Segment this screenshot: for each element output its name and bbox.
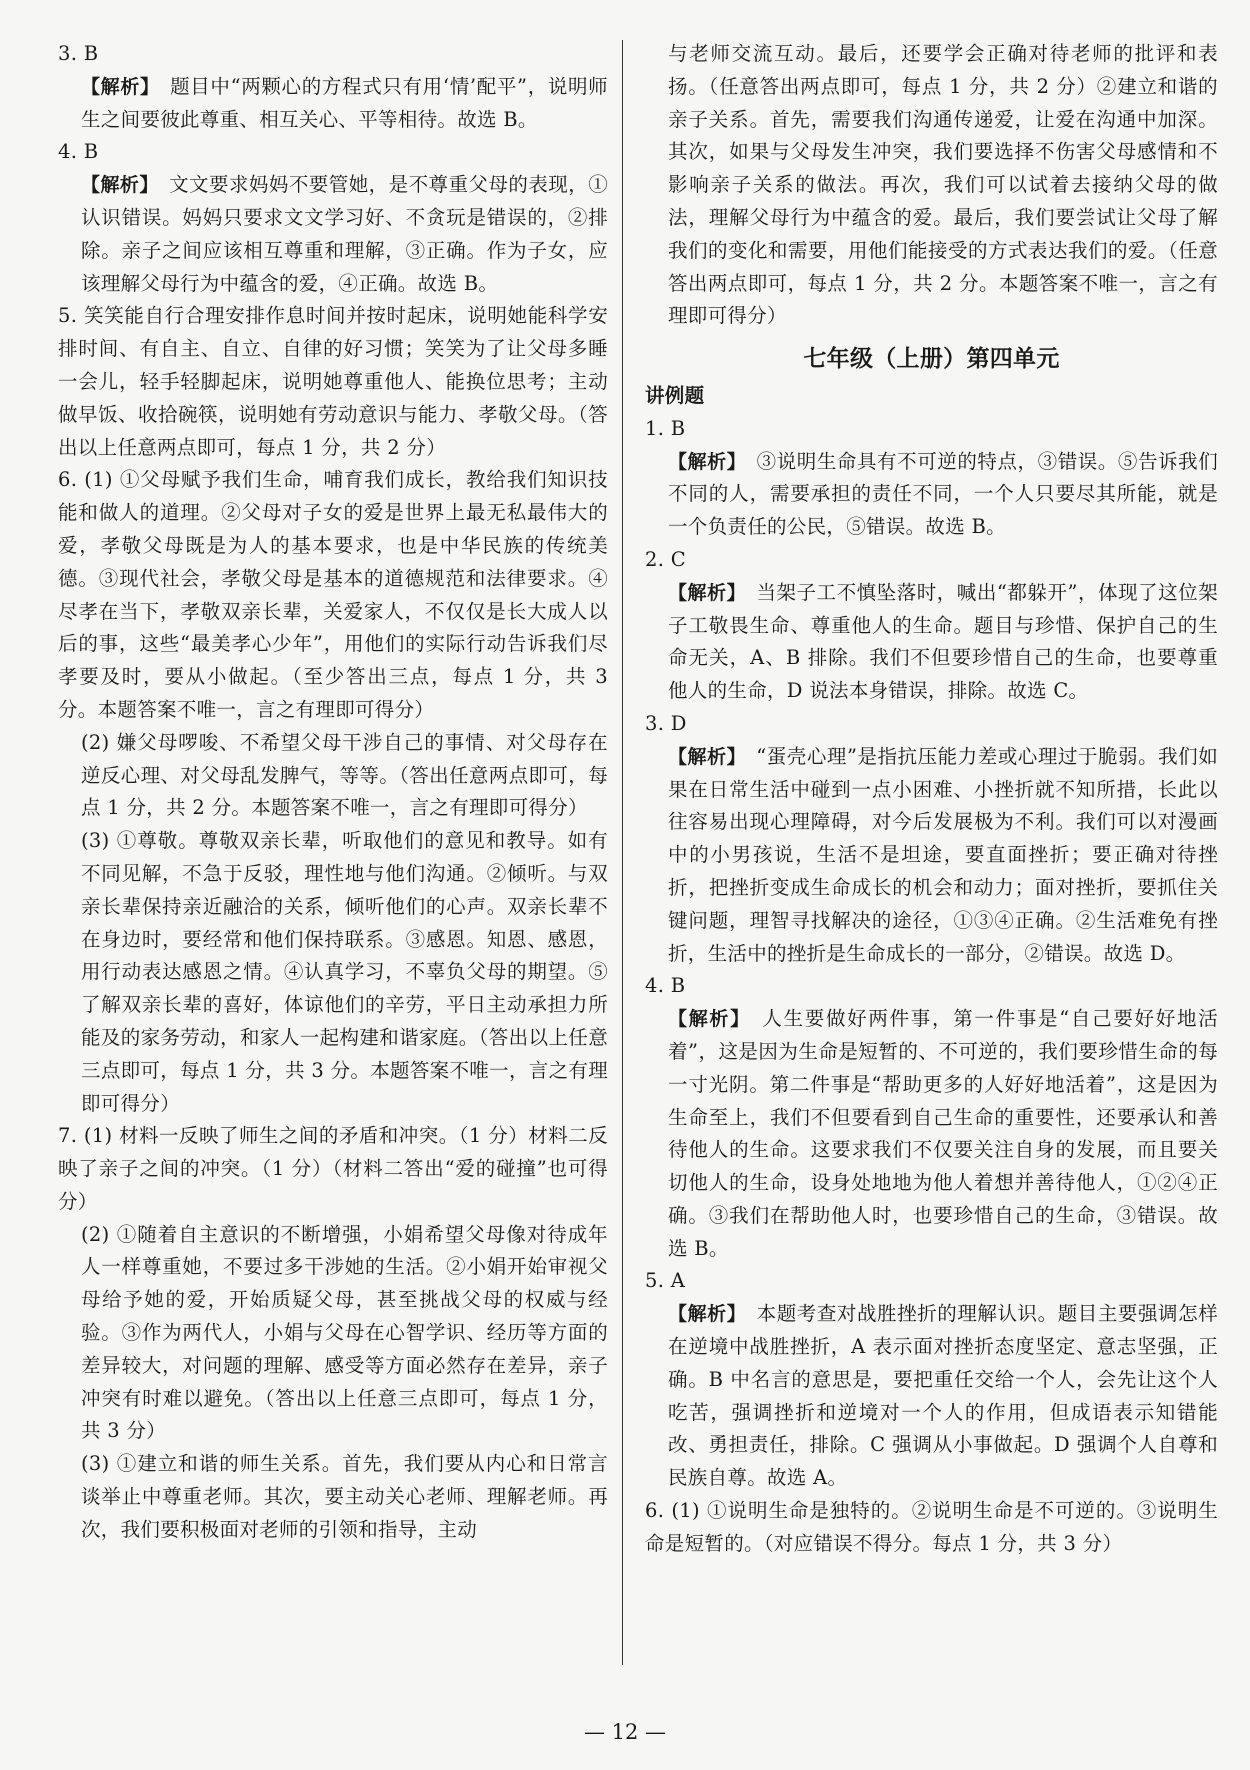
sub-answer: (3) ①尊敬。尊敬双亲长辈，听取他们的意见和教导。如有不同见解，不急于反驳，理性地与他们沟通。②倾听。与双亲长辈保持亲近融洽的关系，倾听他们的心声。双亲长辈不在身边时，要经常和他们保持联系。③感恩。知恩、感恩，用行动表达感恩之情。④认真学习，不辜负父母的期望。⑤了解双亲长辈的喜好，体谅他们的辛劳，平日主动承担力所能及的家务劳动，和家人一起构建和谐家庭。（答出以上任意三点即可，每点 1 分，共 3 分。本题答案不唯一，言之有理即可得分） — [81, 829, 608, 1115]
answer-key: 3. B — [58, 42, 99, 65]
right-column-bottom — [645, 413, 1218, 1561]
analysis-tag: 【解析】 — [81, 174, 159, 197]
answer-key: 2. C — [645, 547, 686, 571]
answer-key: 4. B — [645, 974, 686, 998]
answer-key: 5. A — [645, 1269, 686, 1293]
answer-key: 4. B — [58, 140, 99, 164]
analysis-text: 本题考查对战胜挫折的理解认识。题目主要强调怎样在逆境中战胜挫折，A 表示面对挫折态度坚定、意志坚强，正确。B 中名言的意思是，要把重任交给一个人，会先让这个人吃苦，强调挫折和逆境对一个人的作用，但成语表示知错能改、勇担责任，排除。C 强调从小事做起。D 强调个人自尊和民族自尊。故选 A。 — [668, 1302, 1219, 1490]
sub-answer: (2) ①随着自主意识的不断增强，小娟希望父母像对待成年人一样尊重她，不要过多干涉她的生活。②小娟开始审视父母给予她的爱，开始质疑父母，甚至挑战父母的权威与经验。③作为两代人，小娟与父母在心智学识、经历等方面的差异较大，对问题的理解、感受等方面必然存在差异，亲子冲突有时难以避免。（答出以上任意三点即可，每点 1 分，共 3 分） — [81, 1222, 608, 1443]
analysis-paragraph — [58, 169, 608, 300]
analysis-text: “蛋壳心理”是指抗压能力差或心理过于脆弱。我们如果在日常生活中碰到一点小困难、小挫折就不知所措，长此以往容易出现心理障碍，对今后发展极为不利。我们可以对漫画中的小男孩说，生活不是坦途，要直面挫折；要正确对待挫折，把挫折变成生命成长的机会和动力；面对挫折，要抓住关键问题，理智寻找解决的途径，①③④正确。②生活难免有挫折，生活中的挫折是生命成长的一部分，②错误。故选 D。 — [668, 744, 1219, 965]
subsection-title: 讲例题 — [645, 383, 705, 407]
right-column-top — [645, 38, 1218, 333]
sub-answer: 与老师交流互动。最后，还要学会正确对待老师的批评和表扬。（任意答出两点即可，每点 1 分，共 2 分）②建立和谐的亲子关系。首先，需要我们沟通传递爱，让爱在沟通中加深。其次，如果与父母发生冲突，我们要选择不伤害父母感情和不影响亲子关系的做法。再次，我们可以试着去接纳父母的做法，理解父母行为中蕴含的爱。最后，我们要尝试让父母了解我们的变化和需要，用他们能接受的方式表达我们的爱。（任意答出两点即可，每点 1 分，共 2 分。本题答案不唯一，言之有理即可得分） — [668, 42, 1218, 328]
right-column — [645, 38, 1218, 1561]
page-number: — 12 — — [583, 1720, 667, 1744]
analysis-tag: 【解析】 — [668, 581, 747, 604]
analysis-paragraph — [645, 446, 1218, 544]
analysis-tag: 【解析】 — [668, 1303, 747, 1326]
analysis-tag: 【解析】 — [668, 745, 747, 768]
analysis-text: 文文要求妈妈不要管她，是不尊重父母的表现，①认识错误。妈妈只要求文文学习好、不贪玩是错误的，②排除。亲子之间应该相互尊重和理解，③正确。作为子女，应该理解父母行为中蕴含的爱，④正确。故选 B。 — [81, 173, 608, 295]
column-divider — [622, 40, 623, 1665]
left-column — [58, 38, 608, 1547]
answer-key: 1. B — [645, 416, 686, 440]
analysis-text: 人生要做好两件事，第一件事是“自己要好好地活着”，这是因为生命是短暂的、不可逆的，我们要珍惜生命的每一寸光阴。第二件事是“帮助更多的人好好地活着”，这是因为生命至上，我们不但要看到自己生命的重要性，还要承认和善待他人的生命。这要求我们不仅要关注自身的发展，而且要关切他人的生命，设身处地地为他人着想并善待他人，①②④正确。③我们在帮助他人时，也要珍惜自己的生命，③错误。故选 B。 — [668, 1007, 1218, 1260]
analysis-text: ③说明生命具有不可逆的特点，③错误。⑤告诉我们不同的人，需要承担的责任不同，一个人只要尽其所能，就是一个负责任的公民，⑤错误。故选 B。 — [668, 449, 1219, 539]
sub-answer: (3) ①建立和谐的师生关系。首先，我们要从内心和日常言谈举止中尊重老师。其次，要主动关心老师、理解老师。再次，我们要积极面对老师的引领和指导，主动 — [81, 1452, 608, 1541]
analysis-paragraph — [645, 1298, 1218, 1495]
analysis-text: 当架子工不慎坠落时，喊出“都躲开”，体现了这位架子工敬畏生命、尊重他人的生命。题目与珍惜、保护自己的生命无关，A、B 排除。我们不但要珍惜自己的生命，也要尊重他人的生命，D 说法本身错误，排除。故选 C。 — [668, 580, 1219, 703]
analysis-paragraph — [645, 1003, 1218, 1265]
analysis-tag: 【解析】 — [668, 450, 747, 473]
analysis-tag: 【解析】 — [668, 1008, 751, 1031]
sub-answer: (2) 嫌父母啰唆、不希望父母干涉自己的事情、对父母存在逆反心理、对父母乱发脾气，等等。（答出任意两点即可，每点 1 分，共 2 分。本题答案不唯一，言之有理即可得分） — [81, 730, 608, 820]
section-title: 七年级（上册）第四单元 — [803, 346, 1060, 373]
question-answer: 5. 笑笑能自行合理安排作息时间并按时起床，说明她能科学安排时间、有自主、自立、自律的好习惯；笑笑为了让父母多睡一会儿，轻手轻脚起床，说明她尊重他人、能换位思考；主动做早饭、收拾碗筷，说明她有劳动意识与能力、孝敬父母。（答出以上任意两点即可，每点 1 分，共 2 分） — [58, 304, 608, 459]
analysis-text: 题目中“两颗心的方程式只有用‘情’配平”，说明师生之间要彼此尊重、相互关心、平等相待。故选 B。 — [81, 74, 608, 131]
analysis-tag: 【解析】 — [81, 75, 160, 98]
question-answer: 6. (1) ①父母赋予我们生命，哺育我们成长，教给我们知识技能和做人的道理。②父母对子女的爱是世界上最无私最伟大的爱，孝敬父母既是为人的基本要求，也是中华民族的传统美德。③现代社会，孝敬父母是基本的道德规范和法律要求。④尽孝在当下，孝敬双亲长辈，关爱家人，不仅仅是长大成人以后的事，这些“最美孝心少年”，用他们的实际行动告诉我们尽孝要及时，要从小做起。（至少答出三点，每点 1 分，共 3 分。本题答案不唯一，言之有理即可得分） — [58, 468, 608, 721]
analysis-paragraph — [645, 741, 1218, 971]
analysis-paragraph — [58, 71, 608, 137]
analysis-paragraph — [645, 577, 1218, 708]
question-answer: 6. (1) ①说明生命是独特的。②说明生命是不可逆的。③说明生命是短暂的。（对应错误不得分。每点 1 分，共 3 分） — [645, 1499, 1218, 1555]
question-answer: 7. (1) 材料一反映了师生之间的矛盾和冲突。（1 分）材料二反映了亲子之间的冲突。（1 分）（材料二答出“爱的碰撞”也可得分） — [58, 1124, 608, 1213]
answer-key: 3. D — [645, 711, 687, 735]
